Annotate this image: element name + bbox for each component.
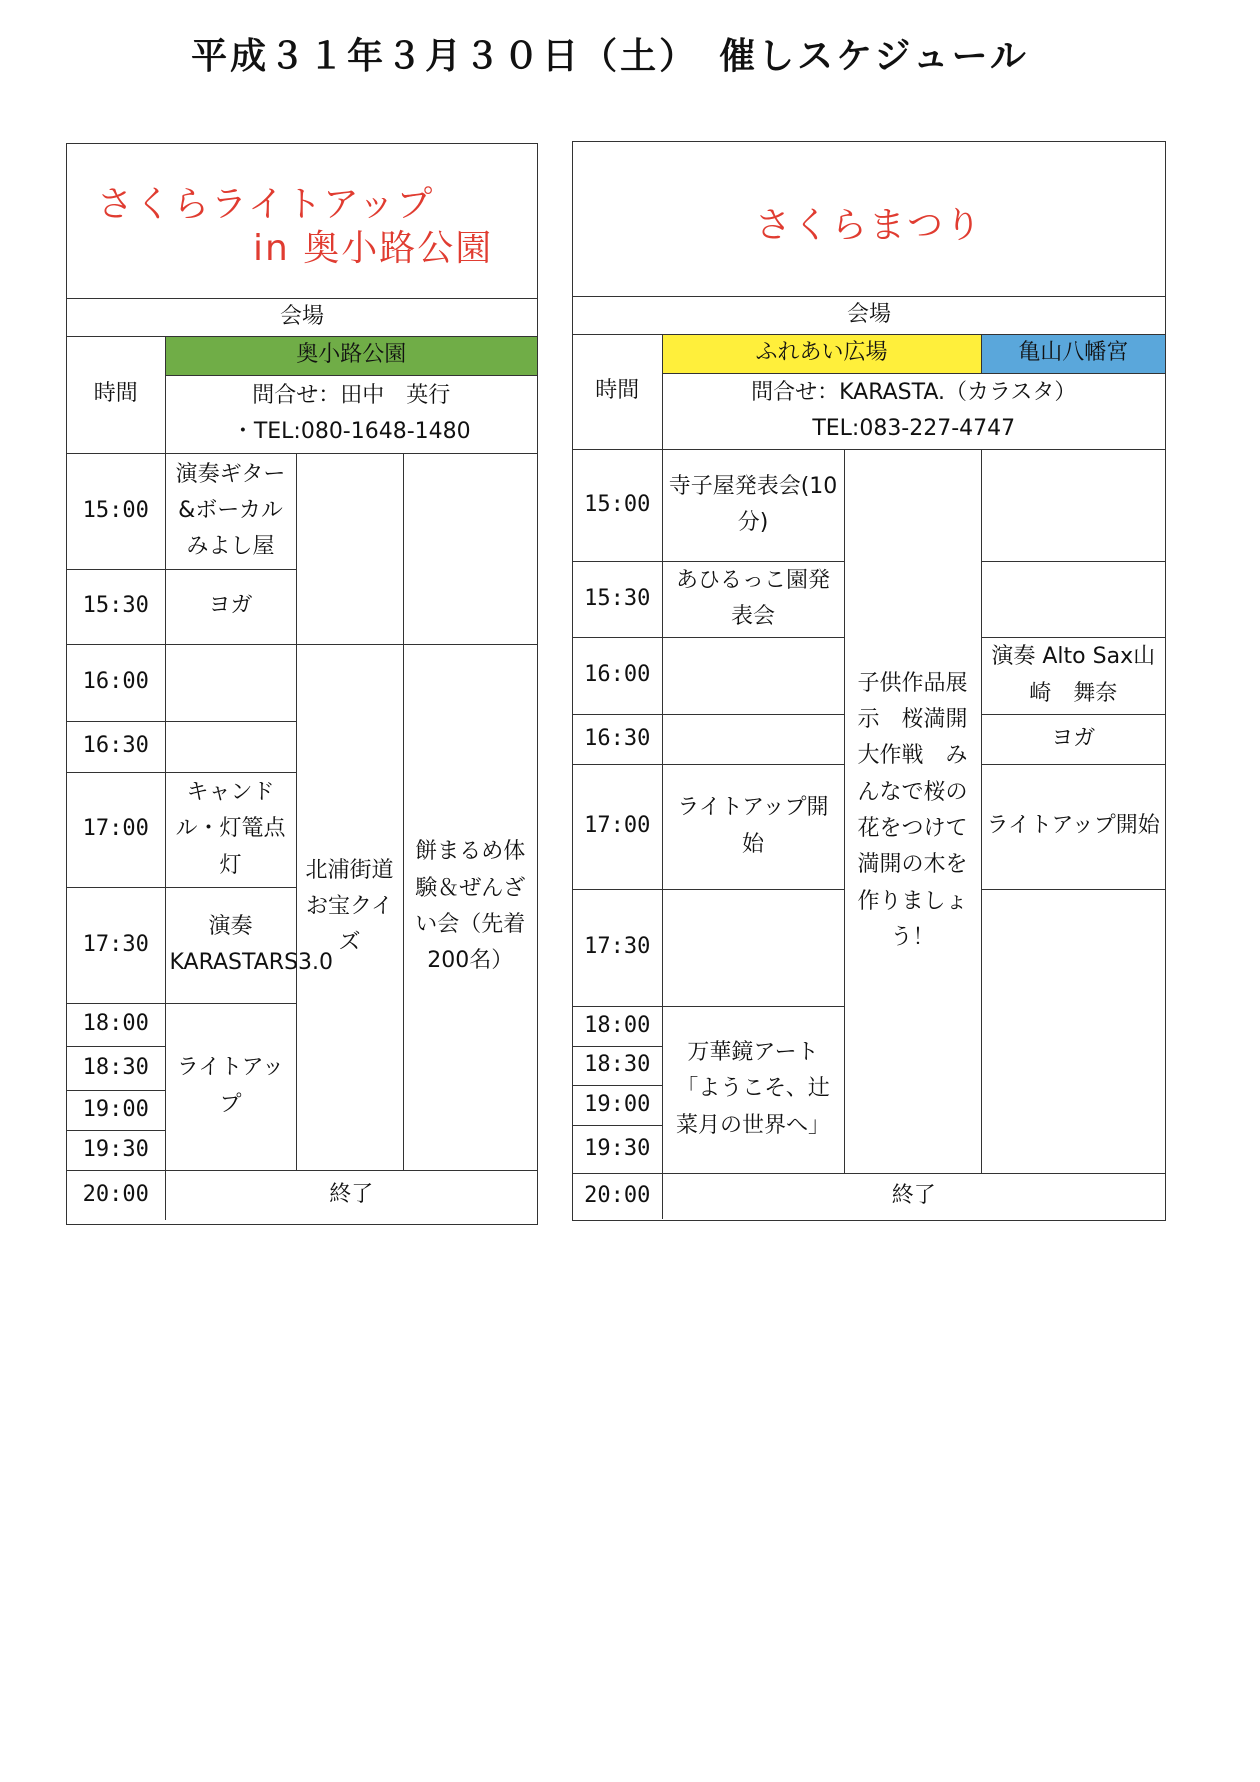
right-venue-fureai: ふれあい広場 — [662, 334, 981, 373]
left-time-1800: 18:00 — [67, 1003, 165, 1046]
left-schedule-panel — [66, 143, 538, 1225]
right-kameyama-empty-late — [981, 889, 1165, 1173]
left-venue-name: 奥小路公園 — [165, 336, 537, 375]
left-event-1700: キャンドル・灯篭点灯 — [165, 772, 296, 887]
right-panel-header — [573, 142, 1165, 297]
left-contact-name: 問合せ：田中 英行 — [252, 382, 451, 408]
left-event-1730: 演奏KARASTARS3.0 — [165, 887, 296, 1003]
right-event-yoga: ヨガ — [981, 714, 1165, 764]
left-contact — [165, 375, 537, 453]
right-venue-kameyama: 亀山八幡宮 — [981, 334, 1165, 373]
left-time-1500: 15:00 — [67, 453, 165, 569]
right-schedule-panel — [572, 141, 1166, 1221]
right-contact-tel: TEL:083-227-4747 — [812, 416, 1016, 441]
left-venue-header: 会場 — [67, 299, 537, 336]
left-time-1830: 18:30 — [67, 1046, 165, 1090]
left-time-1900: 19:00 — [67, 1090, 165, 1130]
right-time-1500: 15:00 — [573, 449, 662, 561]
right-contact — [662, 373, 1165, 449]
left-event-1500: 演奏ギター&ボーカルみよし屋 — [165, 453, 296, 569]
right-time-1600: 16:00 — [573, 637, 662, 714]
right-fureai-empty-1730 — [662, 889, 844, 1006]
right-time-2000: 20:00 — [573, 1173, 662, 1219]
left-contact-tel: ・TEL:080-1648-1480 — [231, 419, 471, 444]
right-event-mangekyo: 万華鏡アート「ようこそ、辻菜月の世界へ」 — [662, 1006, 844, 1173]
right-time-1800: 18:00 — [573, 1006, 662, 1046]
right-title: さくらまつり — [754, 205, 983, 246]
left-event-end: 終了 — [165, 1170, 537, 1220]
left-schedule-table — [67, 299, 537, 1220]
right-event-end: 終了 — [662, 1173, 1165, 1219]
right-time-header: 時間 — [573, 334, 662, 449]
left-event-1630-empty — [165, 721, 296, 772]
left-event-mochi: 餅まるめ体験＆ぜんざい会（先着200名） — [403, 644, 537, 1170]
right-kameyama-empty-1530 — [981, 561, 1165, 637]
left-empty-col2-top — [296, 453, 403, 644]
left-time-1930: 19:30 — [67, 1130, 165, 1170]
right-time-1530: 15:30 — [573, 561, 662, 637]
right-time-1930: 19:30 — [573, 1125, 662, 1173]
right-time-1630: 16:30 — [573, 714, 662, 764]
left-event-quiz: 北浦街道お宝クイズ — [296, 644, 403, 1170]
right-time-1900: 19:00 — [573, 1085, 662, 1125]
left-time-1630: 16:30 — [67, 721, 165, 772]
left-event-1530: ヨガ — [165, 569, 296, 644]
right-event-lightup-fureai: ライトアップ開始 — [662, 764, 844, 889]
left-time-2000: 20:00 — [67, 1170, 165, 1220]
right-time-1730: 17:30 — [573, 889, 662, 1006]
left-event-1600-empty — [165, 644, 296, 721]
right-fureai-empty-1600 — [662, 637, 844, 714]
left-event-1800: ライトアップ — [165, 1003, 296, 1170]
left-time-header: 時間 — [67, 336, 165, 453]
right-event-sax: 演奏 Alto Sax山崎 舞奈 — [981, 637, 1165, 714]
page-title: 平成３１年３月３０日（土） 催しスケジュール — [191, 36, 1029, 77]
left-empty-col3-top — [403, 453, 537, 644]
left-time-1600: 16:00 — [67, 644, 165, 721]
right-event-kodomo: 子供作品展示 桜満開大作戦 みんなで桜の花をつけて満開の木を作りましょう！ — [844, 449, 981, 1173]
left-panel-header — [67, 144, 537, 299]
right-time-1830: 18:30 — [573, 1046, 662, 1085]
left-title-line1: さくらライトアップ — [97, 184, 435, 225]
right-kameyama-empty-1500 — [981, 449, 1165, 561]
right-venue-header: 会場 — [573, 297, 1165, 334]
right-event-lightup-kameyama: ライトアップ開始 — [981, 764, 1165, 889]
left-time-1730: 17:30 — [67, 887, 165, 1003]
left-time-1530: 15:30 — [67, 569, 165, 644]
right-fureai-empty-1630 — [662, 714, 844, 764]
right-time-1700: 17:00 — [573, 764, 662, 889]
right-event-ahiru: あひるっこ園発表会 — [662, 561, 844, 637]
left-time-1700: 17:00 — [67, 772, 165, 887]
right-schedule-table — [573, 297, 1165, 1219]
right-event-terakoya: 寺子屋発表会(10分) — [662, 449, 844, 561]
right-contact-name: 問合せ：KARASTA.（カラスタ） — [751, 379, 1077, 405]
left-title-line2: in 奥小路公園 — [253, 228, 494, 269]
